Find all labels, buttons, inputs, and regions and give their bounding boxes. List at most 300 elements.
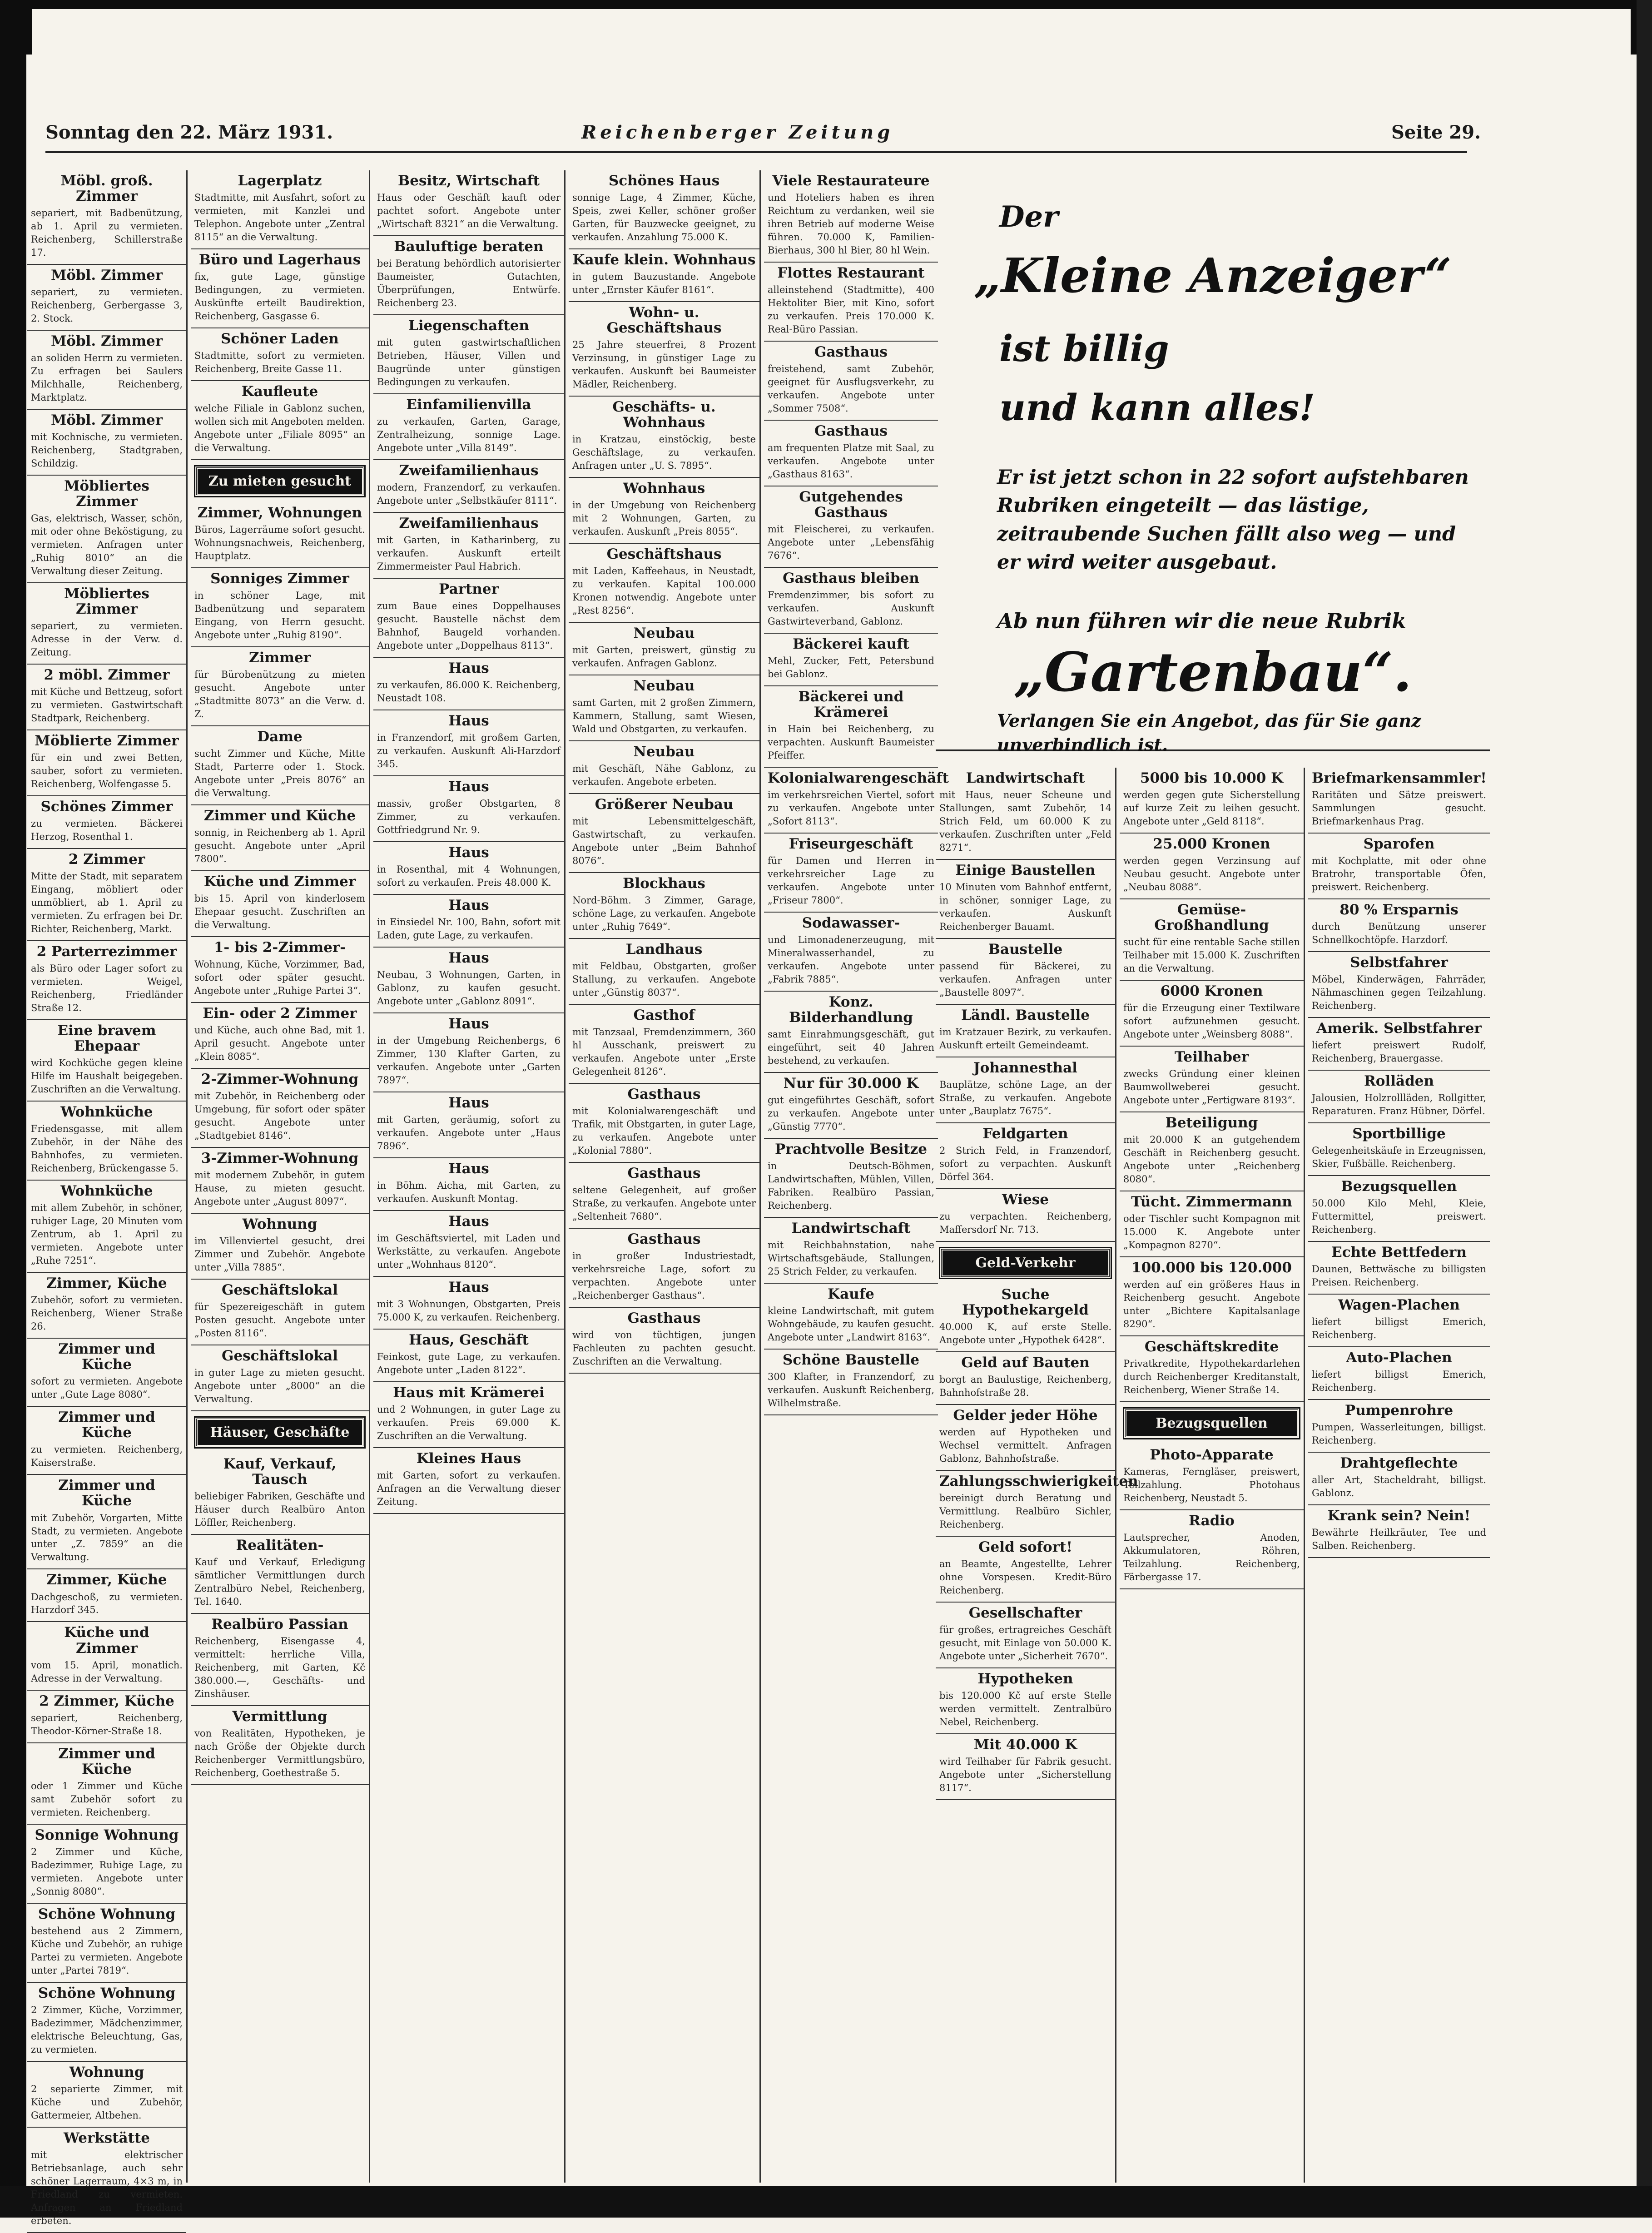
- ad-text: Friedensgasse, mit allem Zubehör, in der Nähe des Bahnhofes, zu vermieten. Reichenberg, Brückengasse 5.: [31, 1123, 183, 1174]
- classified-ad: [373, 1448, 564, 1514]
- ad-text: werden gegen Verzinsung auf Neubau gesucht. Angebote unter „Neubau 8088“.: [1123, 855, 1300, 893]
- classified-ad: [373, 579, 564, 658]
- classified-ad: [27, 1407, 186, 1475]
- classified-ad: [569, 623, 759, 675]
- ad-heading: Neubau: [633, 744, 695, 760]
- classified-ad: [569, 170, 759, 249]
- classified-ad: [191, 568, 369, 647]
- ad-text: bestehend aus 2 Zimmern, Küche und Zubehör, an ruhige Partei zu vermieten. Angebote unter „Partei 7819“.: [31, 1925, 183, 1976]
- ad-text: mit modernem Zubehör, in gutem Hause, zu mieten gesucht. Angebote unter „August 8097“.: [194, 1169, 365, 1207]
- ad-heading: Zimmer: [248, 649, 311, 666]
- classified-ad: [764, 1350, 938, 1415]
- ad-text: sonnige Lage, 4 Zimmer, Küche, Speis, zwei Keller, schöner großer Garten, für Bauzwecke geeignet, zu verkaufen. Anzahlung 75.000 K.: [572, 192, 756, 243]
- ad-text: mit 20.000 K an gutgehendem Geschäft in Reichenberg gesucht. Angebote unter „Reichenberg 8080“.: [1123, 1134, 1300, 1185]
- ad-text: in Kratzau, einstöckig, beste Geschäftslage, zu verkaufen. Anfragen unter „U. S. 7895“.: [572, 434, 756, 471]
- ad-text: für Spezereigeschäft in gutem Posten gesucht. Angebote unter „Posten 8116“.: [194, 1301, 365, 1339]
- classified-ad: [373, 1211, 564, 1277]
- classified-ad: [27, 265, 186, 331]
- classified-ad: [191, 249, 369, 328]
- ad-text: in gutem Bauzustande. Angebote unter „Ernster Käufer 8161“.: [572, 271, 756, 296]
- scan-edge-bottom: [0, 2186, 1652, 2218]
- ad-text: als Büro oder Lager sofort zu vermieten. Weigel, Reichenberg, Friedländer Straße 12.: [31, 963, 183, 1014]
- ad-text: Bewährte Heilkräuter, Tee und Salben. Reichenberg.: [1312, 1527, 1486, 1552]
- classified-ad: [1308, 1176, 1490, 1242]
- ad-heading: Drahtgeflechte: [1340, 1455, 1458, 1472]
- ad-text: mit Garten, in Katharinberg, zu verkaufen. Auskunft erteilt Zimmermeister Paul Habrich.: [377, 535, 561, 572]
- ad-heading: Haus: [448, 1016, 489, 1032]
- ad-text: im Kratzauer Bezirk, zu verkaufen. Auskunft erteilt Gemeindeamt.: [939, 1027, 1111, 1051]
- ad-text: mit Fleischerei, zu verkaufen. Angebote unter „Lebensfähig 7676“.: [768, 524, 934, 561]
- ad-heading: Tücht. Zimmermann: [1131, 1194, 1292, 1211]
- ad-heading: Haus: [448, 844, 489, 861]
- classified-ad: [936, 1352, 1115, 1405]
- ad-heading: Geschäftslokal: [221, 1281, 338, 1298]
- ad-heading: Gemüse-Großhandlung: [1154, 902, 1269, 934]
- classified-ad: [191, 647, 369, 726]
- ad-heading: Zweifamilienhaus: [399, 515, 539, 531]
- classified-ad: [27, 1020, 186, 1102]
- ad-heading: Flottes Restaurant: [777, 264, 925, 281]
- ad-heading: Bauluftige beraten: [394, 238, 544, 255]
- ad-heading: Kauf, Verkauf, Tausch: [223, 1455, 337, 1488]
- classified-ad: [569, 675, 759, 741]
- ad-text: separiert, mit Badbenützung, ab 1. April zu vermieten. Reichenberg, Schillerstraße 17.: [31, 208, 183, 258]
- ad-heading: Eine bravem Ehepaar: [57, 1022, 156, 1055]
- ad-text: Kameras, Ferngläser, preiswert, Teilzahlung. Photohaus Reichenberg, Neustadt 5.: [1123, 1466, 1300, 1504]
- rubric-heading: Geld-Verkehr: [940, 1248, 1111, 1278]
- classified-ad: [191, 805, 369, 871]
- classified-ad: [373, 658, 564, 710]
- classified-ad: [191, 1214, 369, 1280]
- ad-heading: Gasthof: [633, 1007, 695, 1024]
- classified-ad: [191, 1535, 369, 1614]
- ad-heading: Werkstätte: [63, 2129, 150, 2146]
- ad-heading: Kaufe: [828, 1286, 874, 1303]
- ad-text: Fremdenzimmer, bis sofort zu verkaufen. Auskunft Gastwirteverband, Gablonz.: [768, 590, 934, 627]
- classified-ad: [1120, 1257, 1304, 1336]
- ad-heading: 2 Zimmer, Küche: [39, 1692, 174, 1709]
- classified-ad: [191, 1706, 369, 1785]
- classified-ad: [569, 1163, 759, 1229]
- ad-heading: 2-Zimmer-Wohnung: [201, 1071, 359, 1087]
- ad-text: mit Lebensmittelgeschäft, Gastwirtschaft, zu verkaufen. Angebote unter „Beim Bahnhof 8076“.: [572, 816, 756, 867]
- ad-text: mit allem Zubehör, in schöner, ruhiger Lage, 20 Minuten vom Zentrum, ab 1. April zu vermieten. Angebote unter „Ruhe 7251“.: [31, 1202, 183, 1266]
- ad-text: werden gegen gute Sicherstellung auf kurze Zeit zu leihen gesucht. Angebote unter „Geld 8118“.: [1123, 789, 1300, 827]
- classified-ad: [764, 1218, 938, 1284]
- ad-text: mit Laden, Kaffeehaus, in Neustadt, zu verkaufen. Kapital 100.000 Kronen notwendig. Angebote unter „Rest 8256“.: [572, 566, 756, 616]
- ad-heading: Möbliertes Zimmer: [64, 478, 149, 510]
- ad-text: zwecks Gründung einer kleinen Baumwollweberei gesucht. Angebote unter „Fertigware 8193“.: [1123, 1068, 1300, 1106]
- ad-text: Dachgeschoß, zu vermieten. Harzdorf 345.: [31, 1591, 183, 1616]
- classified-ad: [1120, 899, 1304, 981]
- ad-text: mit Haus, neuer Scheune und Stallungen, samt Zubehör, 14 Strich Feld, um 60.000 K zu verkaufen. Zuschriften unter „Feld 8271“.: [939, 789, 1111, 853]
- classified-ad: [764, 1073, 938, 1139]
- ad-heading: Photo-Apparate: [1150, 1447, 1274, 1464]
- classified-ad: [373, 315, 564, 394]
- ad-text: Lautsprecher, Anoden, Akkumulatoren, Röhren, Teilzahlung. Reichenberg, Färbergasse 17.: [1123, 1532, 1300, 1583]
- classified-ad: [191, 1069, 369, 1148]
- ad-text: Gelegenheitskäufe in Erzeugnissen, Skier, Fußbälle. Reichenberg.: [1312, 1145, 1486, 1170]
- ad-heading: Lagerplatz: [238, 173, 322, 189]
- scan-edge-top: [0, 0, 1652, 55]
- classified-ad: [764, 768, 949, 834]
- classified-ad: [373, 710, 564, 776]
- classified-ad: [27, 1273, 186, 1339]
- ad-heading: Haus: [448, 660, 489, 676]
- ad-text: zum Baue eines Doppelhauses gesucht. Baustelle nächst dem Bahnhof, Baugeld vorhanden. Angebote unter „Doppelhaus 8113“.: [377, 600, 561, 651]
- ad-heading: Wohnhaus: [623, 480, 705, 497]
- classified-ad: [1120, 1510, 1304, 1589]
- ad-text: sucht Zimmer und Küche, Mitte Stadt, Parterre oder 1. Stock. Angebote unter „Preis 8076“ an die Verwaltung.: [194, 748, 365, 799]
- rubric-heading: Häuser, Geschäfte: [195, 1418, 364, 1447]
- classified-ad: [1120, 1112, 1304, 1191]
- ad-heading: Haus: [448, 778, 489, 795]
- ad-heading: Möbl. Zimmer: [50, 333, 163, 350]
- ad-heading: Zimmer und Küche: [58, 1745, 155, 1777]
- ad-heading: Wohnküche: [60, 1183, 153, 1200]
- classified-ad: [191, 1148, 369, 1214]
- ad-text: 2 Zimmer und Küche, Badezimmer, Ruhige Lage, zu vermieten. Angebote unter „Sonnig 8080“.: [31, 1846, 183, 1897]
- classified-ad: [191, 1003, 369, 1069]
- ad-heading: Haus: [448, 1095, 489, 1111]
- classified-ad: [1308, 952, 1490, 1018]
- ad-heading: 80 % Ersparnis: [1339, 902, 1459, 918]
- ad-heading: Ländl. Baustelle: [961, 1007, 1090, 1023]
- classified-ad: [373, 948, 564, 1013]
- classified-ad: [764, 421, 938, 486]
- ad-text: Daunen, Bettwäsche zu billigsten Preisen. Reichenberg.: [1312, 1264, 1486, 1288]
- ad-heading: Landwirtschaft: [966, 770, 1085, 786]
- ad-heading: Ein- oder 2 Zimmer: [203, 1005, 357, 1022]
- ad-heading: Büro und Lagerhaus: [198, 251, 361, 268]
- ad-text: mit Geschäft, Nähe Gablonz, zu verkaufen. Angebote erbeten.: [572, 763, 756, 788]
- classified-ad: [569, 741, 759, 794]
- ad-text: in Deutsch-Böhmen, Landwirtschaften, Mühlen, Villen, Fabriken. Realbüro Passian, Reichenberg.: [768, 1161, 934, 1211]
- ad-heading: Bezugsquellen: [1341, 1178, 1457, 1195]
- classified-ad: [373, 776, 564, 842]
- ad-heading: Krank sein? Nein!: [1327, 1508, 1471, 1524]
- ad-text: liefert billigst Emerich, Reichenberg.: [1312, 1369, 1486, 1394]
- ad-heading: 1- bis 2-Zimmer-: [213, 939, 346, 956]
- ad-heading: Teilhaber: [1174, 1049, 1249, 1066]
- ad-text: im verkehrsreichen Viertel, sofort zu verkaufen. Angebote unter „Sofort 8113“.: [768, 789, 934, 827]
- rubric-heading: Bezugsquellen: [1124, 1409, 1299, 1438]
- classified-ad: [1120, 1191, 1304, 1257]
- ad-heading: Möbl. groß. Zimmer: [60, 173, 153, 205]
- classified-ad: [27, 796, 186, 849]
- classified-ad: [569, 939, 759, 1005]
- ad-heading: Vermittlung: [232, 1708, 327, 1725]
- ad-heading: Neubau: [633, 625, 695, 642]
- ad-text: an Beamte, Angestellte, Lehrer ohne Vorspesen. Kredit-Büro Reichenberg.: [939, 1558, 1111, 1596]
- ad-heading: Echte Bettfedern: [1331, 1244, 1467, 1261]
- ad-text: 10 Minuten vom Bahnhof entfernt, in schöner, sonniger Lage, zu verkaufen. Auskunft Reichenberger Bauamt.: [939, 882, 1111, 932]
- ad-heading: Sodawasser-: [802, 915, 900, 932]
- ad-text: mit Feldbau, Obstgarten, großer Stallung, zu verkaufen. Angebote unter „Günstig 8037“.: [572, 961, 756, 998]
- classified-ad: [27, 849, 186, 941]
- ad-heading: Gelder jeder Höhe: [953, 1407, 1098, 1424]
- column-1: [27, 170, 188, 2226]
- classified-ad: [373, 170, 564, 236]
- classified-ad: [1308, 834, 1490, 899]
- column-4: [569, 170, 761, 2183]
- ad-text: Kauf und Verkauf, Erledigung sämtlicher Vermittlungen durch Zentralbüro Nebel, Reichenberg, Tel. 1640.: [194, 1557, 365, 1607]
- ad-text: wird von tüchtigen, jungen Fachleuten zu pachten gesucht. Zuschriften an die Verwaltung.: [572, 1330, 756, 1367]
- classified-ad: [1308, 768, 1490, 834]
- promo-line-4: und kann alles!: [999, 386, 1315, 429]
- classified-ad: [27, 2128, 186, 2233]
- ad-heading: Zimmer, Küche: [46, 1572, 167, 1588]
- classified-ad: [373, 1092, 564, 1158]
- ad-heading: Zimmer und Küche: [58, 1477, 155, 1509]
- promo-rubric-name: „Gartenbau“.: [1013, 640, 1412, 704]
- classified-ad: [27, 1102, 186, 1181]
- classified-ad: [191, 1614, 369, 1706]
- ad-heading: Küche und Zimmer: [64, 1624, 149, 1657]
- ad-text: 2 separierte Zimmer, mit Küche und Zubehör, Gattermeier, Altbehen.: [31, 2083, 183, 2121]
- ad-text: zu verkaufen, Garten, Garage, Zentralheizung, sonnige Lage. Angebote unter „Villa 8149“.: [377, 416, 561, 453]
- page-header: [45, 119, 1481, 153]
- ad-text: beliebiger Fabriken, Geschäfte und Häuser durch Realbüro Anton Löffler, Reichenberg.: [194, 1491, 365, 1528]
- ad-text: samt Einrahmungsgeschäft, gut eingeführt, seit 40 Jahren bestehend, zu verkaufen.: [768, 1029, 934, 1067]
- ad-text: in Franzendorf, mit großem Garten, zu verkaufen. Auskunft Ali-Harzdorf 345.: [377, 732, 561, 769]
- classified-ad: [27, 1622, 186, 1690]
- ad-heading: Schönes Zimmer: [40, 799, 173, 815]
- ad-heading: Haus: [448, 897, 489, 913]
- classified-ad: [1120, 1336, 1304, 1402]
- classified-ad: [191, 328, 369, 381]
- classified-ad: [191, 937, 369, 1003]
- classified-ad: [27, 1475, 186, 1569]
- classified-columns: [27, 170, 949, 2226]
- ad-text: Haus oder Geschäft kauft oder pachtet sofort. Angebote unter „Wirtschaft 8321“ an die Verwaltung.: [377, 192, 561, 230]
- ad-heading: Schöne Wohnung: [38, 1905, 176, 1922]
- ad-text: in Einsiedel Nr. 100, Bahn, sofort mit Laden, gute Lage, zu verkaufen.: [377, 917, 561, 941]
- ad-heading: Bäckerei kauft: [793, 635, 909, 652]
- ad-text: mit 3 Wohnungen, Obstgarten, Preis 75.000 K, zu verkaufen. Reichenberg.: [377, 1299, 561, 1323]
- ad-text: 2 Zimmer, Küche, Vorzimmer, Badezimmer, Mädchenzimmer, elektrische Beleuchtung, Gas, zu vermieten.: [31, 2004, 183, 2055]
- classified-ad: [936, 1189, 1115, 1242]
- classified-ad: [936, 1005, 1115, 1057]
- classified-ad: [936, 860, 1115, 939]
- ad-heading: Sportbillige: [1352, 1126, 1446, 1142]
- ad-text: mit Küche und Bettzeug, sofort zu vermieten. Gastwirtschaft Stadtpark, Reichenberg.: [31, 686, 183, 724]
- ad-heading: Feldgarten: [982, 1125, 1068, 1142]
- ad-heading: Gasthaus bleiben: [783, 570, 919, 586]
- classified-ad: [27, 1743, 186, 1825]
- ad-heading: Einfamilienvilla: [406, 396, 531, 413]
- ad-text: Möbel, Kinderwägen, Fahrräder, Nähmaschinen gegen Teilzahlung. Reichenberg.: [1312, 974, 1486, 1012]
- scan-edge-right: [1637, 0, 1652, 2218]
- classified-ad: [1308, 1347, 1490, 1400]
- classified-ad: [27, 476, 186, 583]
- ad-text: Stadtmitte, mit Ausfahrt, sofort zu vermieten, mit Kanzlei und Telephon. Angebote unter „Zentral 8115“ an die Verwaltung.: [194, 192, 365, 243]
- classified-ad: [936, 1603, 1115, 1668]
- ad-heading: Liegenschaften: [408, 317, 530, 334]
- ad-text: sofort zu vermieten. Angebote unter „Gute Lage 8080“.: [31, 1376, 183, 1400]
- ad-text: bereinigt durch Beratung und Vermittlung. Realbüro Sichler, Reichenberg.: [939, 1493, 1111, 1530]
- classified-ad: [764, 913, 938, 992]
- ad-text: mit Kochnische, zu vermieten. Reichenberg, Stadtgraben, Schildzig.: [31, 432, 183, 469]
- classified-ad: [764, 634, 938, 686]
- classified-ad: [27, 583, 186, 665]
- column-5: [764, 170, 949, 2183]
- ad-text: sonnig, in Reichenberg ab 1. April gesucht. Angebote unter „April 7800“.: [194, 827, 365, 864]
- promo-footer: Verlangen Sie ein Angebot, das für Sie ganz unverbindlich ist.: [997, 710, 1421, 755]
- ad-text: 300 Klafter, in Franzendorf, zu verkaufen. Auskunft Reichenberg, Wilhelmstraße.: [768, 1371, 934, 1409]
- ad-heading: Hypotheken: [977, 1671, 1073, 1687]
- classified-ad: [569, 397, 759, 478]
- ad-text: 40.000 K, auf erste Stelle. Angebote unter „Hypothek 6428“.: [939, 1321, 1111, 1346]
- ad-heading: Zahlungsschwierigkeiten: [939, 1473, 1138, 1490]
- column-3: [373, 170, 566, 2183]
- ad-text: in Hain bei Reichenberg, zu verpachten. Auskunft Baumeister Pfeiffer.: [768, 724, 934, 761]
- classified-ad: [569, 302, 759, 397]
- ad-heading: Auto-Plachen: [1346, 1350, 1452, 1366]
- classified-ad: [373, 1158, 564, 1211]
- promo-line-6: Ab nun führen wir die neue Rubrik: [997, 609, 1406, 633]
- ad-text: Zubehör, sofort zu vermieten. Reichenberg, Wiener Straße 26.: [31, 1295, 183, 1332]
- classified-ad: [373, 1277, 564, 1330]
- classified-ad: [1308, 1400, 1490, 1453]
- classified-ad: [27, 331, 186, 410]
- ad-text: Bauplätze, schöne Lage, an der Straße, zu verkaufen. Angebote unter „Bauplatz 7675“.: [939, 1079, 1111, 1116]
- classified-ad: [764, 486, 938, 568]
- classified-ad: [27, 1181, 186, 1273]
- ad-heading: Blockhaus: [623, 875, 705, 892]
- ad-heading: Besitz, Wirtschaft: [398, 173, 540, 189]
- ad-text: in schöner Lage, mit Badbenützung und separatem Eingang, von Herrn gesucht. Angebote unter „Ruhig 8190“.: [194, 590, 365, 640]
- classified-ad: [1308, 1071, 1490, 1123]
- ad-text: werden auf Hypotheken und Wechsel vermittelt. Anfragen Gablonz, Bahnhofstraße.: [939, 1427, 1111, 1464]
- ad-heading: Möbliertes Zimmer: [64, 586, 149, 618]
- classified-ad: [1308, 1242, 1490, 1295]
- ad-text: für großes, ertragreiches Geschäft gesucht, mit Einlage von 50.000 K. Angebote unter „Sicherheit 7670“.: [939, 1624, 1111, 1662]
- ad-text: Gas, elektrisch, Wasser, schön, mit oder ohne Beköstigung, zu vermieten. Anfragen unter „Ruhig 8010“ an die Verwaltung dieser Zeitung.: [31, 513, 183, 577]
- ad-heading: Gasthaus: [627, 1310, 701, 1327]
- classified-ad: [569, 873, 759, 939]
- classified-ad: [764, 342, 938, 421]
- classified-ad: [191, 726, 369, 805]
- ad-text: mit Garten, geräumig, sofort zu verkaufen. Angebote unter „Haus 7896“.: [377, 1114, 561, 1152]
- ad-text: Büros, Lagerräume sofort gesucht. Wohnungsnachweis, Reichenberg, Hauptplatz.: [194, 524, 365, 561]
- ad-text: massiv, großer Obstgarten, 8 Zimmer, zu verkaufen. Gottfriedgrund Nr. 9.: [377, 798, 561, 835]
- classified-ad: [191, 1345, 369, 1411]
- ad-heading: Landhaus: [625, 941, 703, 958]
- classified-ad: [764, 834, 938, 913]
- classified-ad: [373, 1382, 564, 1448]
- ad-text: mit guten gastwirtschaftlichen Betrieben, Häuser, Villen und Baugründe unter günstigen Bedingungen zu verkaufen.: [377, 337, 561, 387]
- classified-ad: [191, 1280, 369, 1345]
- ad-text: passend für Bäckerei, zu verkaufen. Anfragen unter „Baustelle 8097“.: [939, 961, 1111, 998]
- ad-heading: Haus: [448, 950, 489, 967]
- ad-heading: Zimmer und Küche: [203, 807, 356, 824]
- classified-ad: [373, 1330, 564, 1382]
- ad-heading: Gesellschafter: [968, 1605, 1082, 1622]
- ad-text: samt Garten, mit 2 großen Zimmern, Kammern, Stallung, samt Wiesen, Wald und Obstgarten, zu verkaufen.: [572, 697, 756, 735]
- classified-ad: [936, 1734, 1115, 1800]
- ad-heading: Möbl. Zimmer: [50, 267, 163, 284]
- ad-heading: Möbl. Zimmer: [50, 412, 163, 429]
- classified-ad: [27, 941, 186, 1020]
- ad-heading: Zimmer, Wohnungen: [197, 504, 362, 521]
- ad-text: an soliden Herrn zu vermieten. Zu erfragen bei Saulers Milchhalle, Reichenberg, Marktplatz.: [31, 352, 183, 403]
- ad-heading: Zimmer und Küche: [58, 1341, 155, 1373]
- ad-text: in Rosenthal, mit 4 Wohnungen, sofort zu verkaufen. Preis 48.000 K.: [377, 864, 561, 888]
- classified-ad: [191, 502, 369, 568]
- ad-text: separiert, zu vermieten. Reichenberg, Gerbergasse 3, 2. Stock.: [31, 287, 183, 324]
- ad-heading: 3-Zimmer-Wohnung: [201, 1150, 359, 1166]
- classified-ad: [27, 410, 186, 476]
- classified-ad: [1308, 1453, 1490, 1505]
- column-6: [936, 768, 1138, 2183]
- ad-heading: Wohnküche: [60, 1104, 153, 1121]
- ad-heading: Pumpenrohre: [1344, 1402, 1454, 1419]
- classified-ad: [27, 1569, 186, 1622]
- ad-heading: Kolonialwarengeschäft: [768, 770, 949, 787]
- ad-heading: Suche Hypothekargeld: [962, 1286, 1089, 1319]
- ad-heading: Geschäftslokal: [221, 1347, 338, 1364]
- classified-ad: [191, 381, 369, 460]
- ad-heading: Zimmer, Küche: [46, 1275, 167, 1292]
- ad-heading: Dame: [257, 728, 303, 745]
- issue-date: Sonntag den 22. März 1931.: [45, 122, 333, 143]
- ad-heading: Schöne Wohnung: [38, 1985, 176, 2001]
- ad-heading: Haus: [448, 1279, 489, 1296]
- ad-text: Feinkost, gute Lage, zu verkaufen. Angebote unter „Laden 8122“.: [377, 1351, 561, 1376]
- ad-heading: Haus mit Krämerei: [393, 1384, 545, 1401]
- classified-ad: [764, 1284, 938, 1350]
- ad-text: für Bürobenützung zu mieten gesucht. Angebote unter „Stadtmitte 8073“ an die Verw. d. Z.: [194, 669, 365, 720]
- classified-ad: [1120, 1444, 1304, 1510]
- ad-heading: Neubau: [633, 678, 695, 695]
- ad-text: bei Beratung behördlich autorisierter Baumeister, Gutachten, Überprüfungen, Entwürfe. Reichenberg 23.: [377, 258, 561, 308]
- ad-text: in der Umgebung Reichenbergs, 6 Zimmer, 130 Klafter Garten, zu verkaufen. Angebote unter „Garten 7897“.: [377, 1035, 561, 1086]
- ad-heading: Rolläden: [1364, 1073, 1434, 1090]
- ad-text: freistehend, samt Zubehör, geeignet für Ausflugsverkehr, zu verkaufen. Angebote unter „Sommer 7508“.: [768, 363, 934, 414]
- rubric-heading: Zu mieten gesucht: [195, 466, 364, 496]
- classified-ad: [27, 1339, 186, 1407]
- ad-heading: Schöner Laden: [221, 330, 339, 347]
- ad-text: mit Garten, sofort zu verkaufen. Anfragen an die Verwaltung dieser Zeitung.: [377, 1470, 561, 1508]
- ad-heading: Selbstfahrer: [1350, 954, 1448, 971]
- ad-text: zu vermieten. Bäckerei Herzog, Rosenthal 1.: [31, 818, 183, 843]
- ad-text: Mitte der Stadt, mit separatem Eingang, möbliert oder unmöbliert, ab 1. April zu vermieten. Zu erfragen bei Dr. Richter, Reichenberg, Markt.: [31, 871, 183, 935]
- classified-ad: [764, 568, 938, 634]
- classified-ad: [373, 236, 564, 315]
- ad-heading: Amerik. Selbstfahrer: [1316, 1020, 1482, 1037]
- classified-ad: [569, 1229, 759, 1308]
- ad-text: aller Art, Stacheldraht, billigst. Gablonz.: [1312, 1474, 1486, 1499]
- ad-heading: 2 Zimmer: [68, 851, 145, 868]
- ad-heading: Zimmer und Küche: [58, 1409, 155, 1441]
- scan-edge-left: [0, 0, 26, 2218]
- ad-heading: 5000 bis 10.000 K: [1140, 770, 1284, 786]
- ad-text: zu verpachten. Reichenberg, Maffersdorf Nr. 713.: [939, 1211, 1111, 1235]
- ad-heading: Geld auf Bauten: [961, 1355, 1090, 1371]
- ad-heading: Friseurgeschäft: [789, 836, 913, 853]
- ad-heading: Haus: [448, 1213, 489, 1230]
- ad-text: werden auf ein größeres Haus in Reichenberg gesucht. Angebote unter „Bichtere Kapitalsanlage 8290“.: [1123, 1279, 1300, 1330]
- ad-text: Jalousien, Holzrollläden, Rollgitter, Reparaturen. Franz Hübner, Dörfel.: [1312, 1092, 1486, 1117]
- ad-heading: Partner: [439, 581, 499, 597]
- ad-text: sucht für eine rentable Sache stillen Teilhaber mit 15.000 K. Zuschriften an die Verwaltung.: [1123, 937, 1300, 974]
- ad-heading: Wagen-Plachen: [1338, 1297, 1460, 1314]
- ad-text: Stadtmitte, sofort zu vermieten. Reichenberg, Breite Gasse 11.: [194, 350, 365, 374]
- ad-text: seltene Gelegenheit, auf großer Straße, zu verkaufen. Angebote unter „Seltenheit 7680“.: [572, 1185, 756, 1222]
- ad-heading: Kaufe klein. Wohnhaus: [572, 251, 756, 268]
- classified-ad: [1120, 768, 1304, 834]
